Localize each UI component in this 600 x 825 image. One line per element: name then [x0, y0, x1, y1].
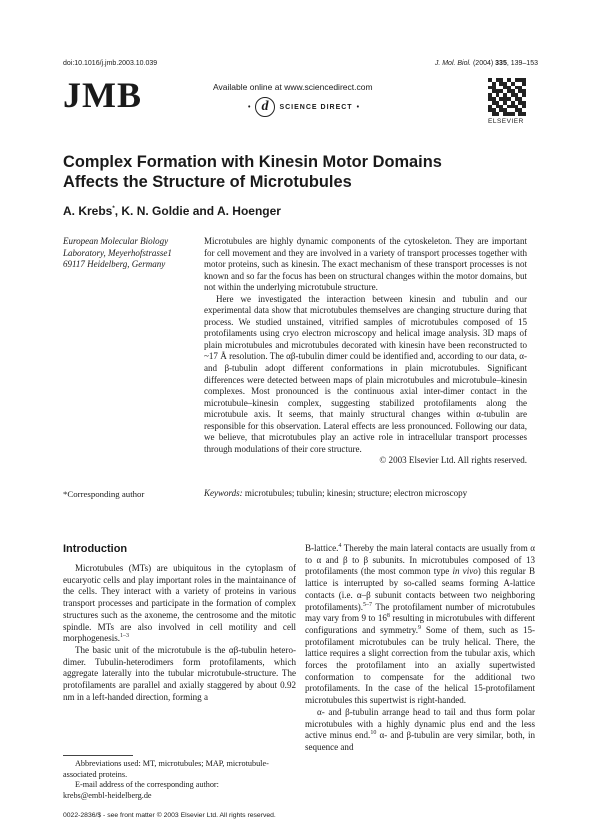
- abstract: [204, 236, 527, 467]
- journal-year: (2004): [472, 60, 494, 67]
- affiliation: European Molecular Biology Laboratory, Meyerhofstrasse1 69117 Heidelberg, Germany: [63, 236, 172, 270]
- abstract-para-2: Here we investigated the interaction between kinesin and tubulin and our experimental data show that microtubules themselves are changing structure during that process. We studied unstained, vitrified samples of microtubules composed of 15 protofilaments using cryo electron microscopy and helical image analysis. 3D maps of plain microtubules and microtubules decorated with kinesin have been reconstructed to ~17 Å resolution. The αβ-tubulin dimer could be identified and, according to our data, α- and β-tubulin adopt different conformations in plain microtubules. Significant differences were detected between maps of plain microtubules and microtubule–kinesin complexes. Most pronounced is the continuous axial inter-dimer contact in the microtubule–kinesin complex, suggesting stabilized protofilaments along the microtubule axis. It seems, that mainly structural changes within α-tubulin are responsible for this observation. Lateral effects are less pronounced. Following our data, we believe, that microtubules play an active role in intracellular transport processes through modulations of their core structure.: [204, 293, 527, 454]
- journal-volume: 335: [495, 60, 507, 67]
- sciencedirect-logo: [248, 97, 360, 117]
- jmb-logo: JMB: [63, 75, 142, 115]
- sciencedirect-text: SCIENCE DIRECT: [279, 103, 353, 111]
- author-1-mark: *: [112, 206, 115, 212]
- keywords: [204, 487, 534, 499]
- title-line-1: Complex Formation with Kinesin Motor Domains: [63, 153, 442, 171]
- available-online[interactable]: Available online at www.sciencedirect.com: [213, 82, 373, 92]
- footnote-abbrev: Abbreviations used: MT, microtubules; MAP, microtubule-associated proteins.: [63, 759, 269, 779]
- article-title: [63, 152, 533, 192]
- issn-footer: 0022-2836/$ - see front matter © 2003 Elsevier Ltd. All rights reserved.: [63, 812, 276, 819]
- journal-pages: 139–153: [510, 60, 538, 67]
- abstract-para-1: Microtubules are highly dynamic components of the cytoskeleton. They are important for cell movement and they are involved in a variety of transport processes together with motor proteins, such as kinesin. The exact mechanism of these transport processes is not known and so far the focus has been on structural changes within the motor domains, but not within the underlying microtubule structure.: [204, 236, 527, 293]
- author-2: K. N. Goldie: [121, 204, 190, 218]
- corresponding-author-note: *Corresponding author: [63, 489, 145, 499]
- sd-left-dot: •: [248, 103, 252, 111]
- journal-name: J. Mol. Biol.: [434, 60, 472, 67]
- citation: J. Mol. Biol. (2004) 335, 139–153: [434, 60, 538, 67]
- footnote-rule: [63, 755, 133, 756]
- footnote-email-label: E-mail address of the corresponding author:: [75, 780, 219, 789]
- elsevier-text: ELSEVIER: [488, 118, 524, 125]
- author-list: A. Krebs*, K. N. Goldie and A. Hoenger: [63, 204, 281, 218]
- elsevier-logo: [488, 78, 526, 125]
- keywords-label: Keywords:: [204, 488, 243, 498]
- author-1: A. Krebs: [63, 204, 113, 218]
- copyright: © 2003 Elsevier Ltd. All rights reserved.: [379, 455, 527, 466]
- intro-para-2: The basic unit of the microtubule is the αβ-tubulin hetero-dimer. Tubulin-heterodimers form protofilaments, which aggregate laterally into the tubular microtubule-structure. The protofilaments are parallel and axially staggered by about 0.92 nm in a left-handed direction, forming a: [63, 644, 296, 702]
- intro-heading: Introduction: [63, 543, 128, 555]
- intro-right-para-1: B-lattice.$^4$ Thereby the main lateral contacts are usually from α to α and β to β subunits. In microtubules composed of 13 protofilaments (the most common type in vivo) this regular B lattice is interrupted by so-called seams forming A-lattice contacts (i.e. α–β subunit contacts between two neighboring protofilaments).$^{5-7}$ The protofilament number of microtubules may vary from 9 to $16^8$ resulting in microtubules with different configurations and symmetry.$^9$ Some of them, such as 15-protofilament microtubules can be truly helical. There, the lattice requires a slight correction from the tubular axis, which forces the protofilament into an axially supertwisted conformation to compensate for the additional two protofilaments. In the case of the helical 15-protofilament microtubules this supertwist is right-handed.: [305, 542, 535, 706]
- keywords-list: microtubules; tubulin; kinesin; structure; electron microscopy: [244, 488, 468, 498]
- sd-right-dot: •: [356, 103, 361, 111]
- intro-right-column: [305, 543, 535, 754]
- intro-left-column: [63, 563, 296, 703]
- sd-mark: d: [255, 97, 275, 117]
- footnote: [63, 759, 296, 801]
- title-line-2: Affects the Structure of Microtubules: [63, 173, 352, 191]
- intro-para-1: Microtubules (MTs) are ubiquitous in the cytoplasm of eucaryotic cells and play important roles in the maintainance of the cells. They interact with a variety of proteins in various transport processes and participate in the formation of complex structures such as the axoneme, the centrosome and the mitotic spindle. MTs are also involved in cell motility and cell morphogenesis.$^{1-3}$: [63, 563, 296, 644]
- footnote-email[interactable]: krebs@embl-heidelberg.de: [63, 790, 152, 800]
- doi[interactable]: doi:10.1016/j.jmb.2003.10.039: [63, 60, 158, 67]
- elsevier-tree-icon: [488, 78, 526, 116]
- intro-right-para-2: α- and β-tubulin arrange head to tail and thus form polar microtubules with a highly dynamic plus end and the less active minus end.$^{10}$ α- and β-tubulin are very similar, both, in sequence and: [305, 706, 535, 752]
- author-3: A. Hoenger: [216, 204, 281, 218]
